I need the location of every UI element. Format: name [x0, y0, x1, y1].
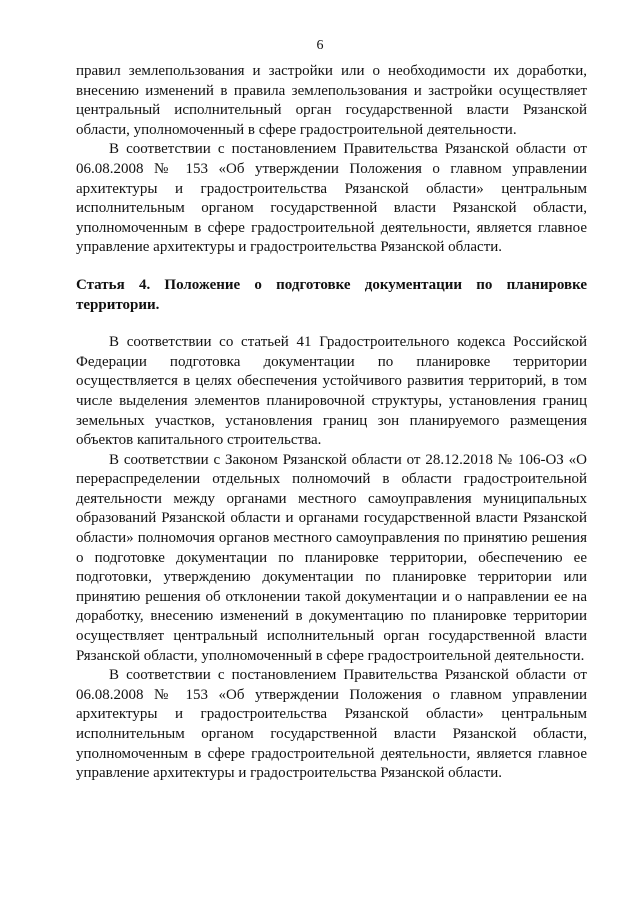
- document-body: [76, 62, 587, 784]
- article-heading: Статья 4. Положение о подготовке документации по планировке территории.: [76, 276, 587, 313]
- paragraph-continuation: правил землепользования и застройки или о необходимости их доработки, внесению изменений в правила землепользования и застройки осуществляет центральный исполнительный орган государственной власти Рязанской области, уполномоченный в сфере градостроительной деятельности.: [76, 63, 587, 138]
- paragraph: В соответствии с постановлением Правительства Рязанской области от 06.08.2008 № 153 «Об утверждении Положения о главном управлении архитектуры и градостроительства Рязанской области» центральным исполнительным органом государственной власти Рязанской области, уполномоченным в сфере градостроительной деятельности, является главное управление архитектуры и градостроительства Рязанской области.: [76, 141, 587, 256]
- paragraph: В соответствии с постановлением Правительства Рязанской области от 06.08.2008 № 153 «Об утверждении Положения о главном управлении архитектуры и градостроительства Рязанской области» центральным исполнительным органом государственной власти Рязанской области, уполномоченным в сфере градостроительной деятельности, является главное управление архитектуры и градостроительства Рязанской области.: [76, 667, 587, 782]
- page-number: 6: [316, 38, 324, 53]
- paragraph: В соответствии с Законом Рязанской области от 28.12.2018 № 106-ОЗ «О перераспределении отдельных полномочий в области градостроительной деятельности между органами местного самоуправления муниципальных образований Рязанской области и органами государственной власти Рязанской области» полномочия органов местного самоуправления по принятию решения о подготовке документации по планировке территории, обеспечению ее подготовки, утверждению документации по планировке территории или принятию решения об отклонении такой документации и о направлении ее на доработку, внесению изменений в документацию по планировке территории осуществляет центральный исполнительный орган государственной власти Рязанской области, уполномоченный в сфере градостроительной деятельности.: [76, 451, 587, 664]
- spacer: [76, 315, 587, 333]
- spacer: [76, 258, 587, 276]
- paragraph: В соответствии со статьей 41 Градостроительного кодекса Российской Федерации подготовка документации по планировке территории осуществляется в целях обеспечения устойчивого развития территорий, в том числе выделения элементов планировочной структуры, установления границ земельных участков, установления границ зон планируемого размещения объектов капитального строительства.: [76, 334, 587, 449]
